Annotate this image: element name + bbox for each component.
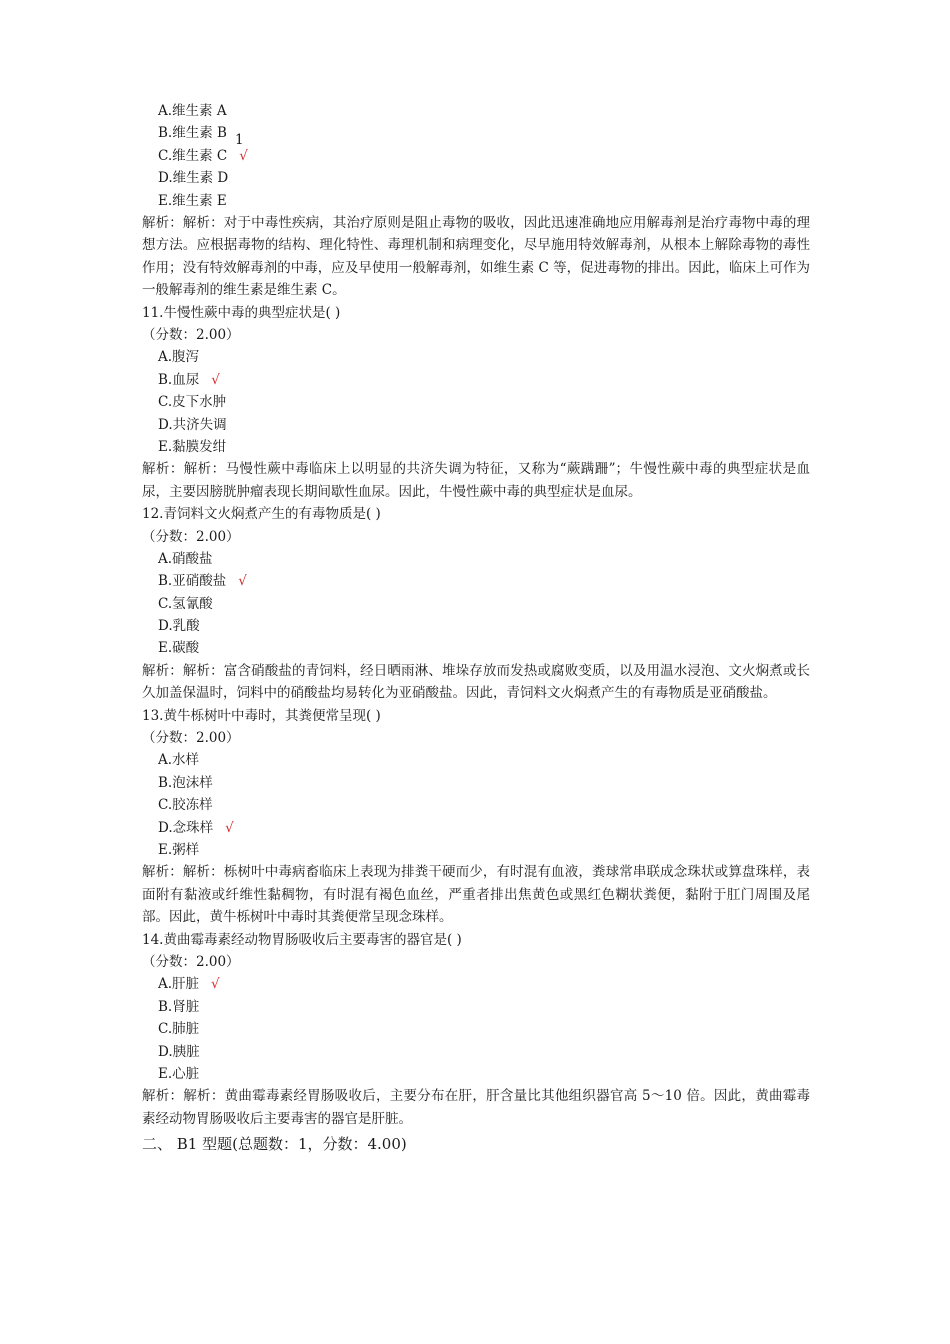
option-12-a: A.硝酸盐: [158, 550, 213, 567]
option-11-b: B.血尿 √: [158, 371, 220, 388]
option-12-e: E.碳酸: [158, 640, 200, 657]
check-mark-icon: √: [238, 573, 247, 590]
option-13-a: A.水样: [158, 752, 200, 769]
analysis-13: 解析：解析：栎树叶中毒病畜临床上表现为排粪干硬而少，有时混有血液，粪球常串联成念珠状或算盘珠样，表面附有黏液或纤维性黏稠物，有时混有褐色血丝，严重者排出焦黄色或黑红色糊状粪便，黏附于肛门周围及尾部。因此，黄牛栎树叶中毒时其粪便常呈现念珠样。: [142, 864, 810, 926]
option-10-a: A.维生素 A: [158, 103, 227, 119]
analysis-14: 解析：解析：黄曲霉毒素经胃肠吸收后，主要分布在肝，肝含量比其他组织器官高 5～10 倍。因此，黄曲霉毒素经动物胃肠吸收后主要毒害的器官是肝脏。: [142, 1088, 810, 1127]
option-12-d: D.乳酸: [158, 618, 200, 635]
question-10: [142, 100, 810, 302]
analysis-12: 解析：解析：富含硝酸盐的青饲料，经日晒雨淋、堆垛存放而发热或腐败变质，以及用温水浸泡、文火焖煮或长久加盖保温时，饲料中的硝酸盐均易转化为亚硝酸盐。因此，青饲料文火焖煮产生的有毒物质是亚硝酸盐。: [142, 662, 810, 702]
page-number: 1: [235, 132, 244, 148]
option-14-d: D.胰脏: [158, 1043, 200, 1060]
option-11-c: C.皮下水肿: [158, 394, 227, 411]
option-11-d: D.共济失调: [158, 416, 227, 433]
check-mark-icon: √: [211, 371, 220, 388]
analysis-11: 解析：解析：马慢性蕨中毒临床上以明显的共济失调为特征，又称为“蕨蹒跚”；牛慢性蕨中毒的典型症状是血尿，主要因膀胱肿瘤表现长期间歇性血尿。因此，牛慢性蕨中毒的典型症状是血尿。: [142, 461, 810, 500]
question-13: [142, 705, 810, 929]
question-11-score: （分数：2.00）: [142, 326, 240, 343]
check-mark-icon: √: [211, 976, 220, 993]
question-14-text: 14.黄曲霉毒素经动物胃肠吸收后主要毒害的器官是( ): [142, 931, 462, 948]
option-13-b: B.泡沫样: [158, 774, 213, 791]
option-10-b: B.维生素 B: [158, 125, 227, 142]
check-mark-icon: √: [239, 147, 248, 164]
option-13-e: E.粥样: [158, 842, 200, 859]
question-13-score: （分数：2.00）: [142, 730, 240, 747]
option-10-e: E.维生素 E: [158, 192, 227, 209]
option-10-c: C.维生素 C √: [158, 147, 248, 164]
question-11-text: 11.牛慢性蕨中毒的典型症状是( ): [142, 304, 341, 321]
option-14-c: C.肺脏: [158, 1021, 200, 1038]
option-12-b: B.亚硝酸盐 √: [158, 573, 247, 590]
question-11: [142, 302, 810, 504]
question-14: [142, 929, 810, 1131]
option-10-d: D.维生素 D: [158, 170, 229, 187]
option-14-b: B.肾脏: [158, 998, 200, 1015]
option-13-c: C.胶冻样: [158, 797, 213, 814]
check-mark-icon: √: [225, 819, 234, 836]
question-12-text: 12.青饲料文火焖煮产生的有毒物质是( ): [142, 506, 381, 523]
question-13-text: 13.黄牛栎树叶中毒时，其粪便常呈现( ): [142, 707, 381, 724]
question-12: [142, 503, 810, 705]
option-13-d: D.念珠样 √: [158, 819, 234, 836]
document-page: [142, 100, 810, 1156]
option-12-c: C.氢氰酸: [158, 595, 213, 612]
option-14-e: E.心脏: [158, 1065, 200, 1082]
option-11-a: A.腹泻: [158, 349, 200, 366]
section-heading: 二、 B1 型题(总题数：1，分数：4.00): [142, 1135, 407, 1154]
question-14-score: （分数：2.00）: [142, 954, 240, 971]
option-11-e: E.黏膜发绀: [158, 438, 227, 455]
option-14-a: A.肝脏 √: [158, 976, 220, 993]
question-12-score: （分数：2.00）: [142, 528, 240, 545]
analysis-10: 解析：解析：对于中毒性疾病，其治疗原则是阻止毒物的吸收，因此迅速准确地应用解毒剂是治疗毒物中毒的理想方法。应根据毒物的结构、理化特性、毒理机制和病理变化，尽早施用特效解毒剂，从根本上解除毒物的毒性作用；没有特效解毒剂的中毒，应及早使用一般解毒剂，如维生素 C 等，促进毒物的排出。因此，临床上可作为一般解毒剂的维生素是维生素 C。: [142, 214, 810, 299]
